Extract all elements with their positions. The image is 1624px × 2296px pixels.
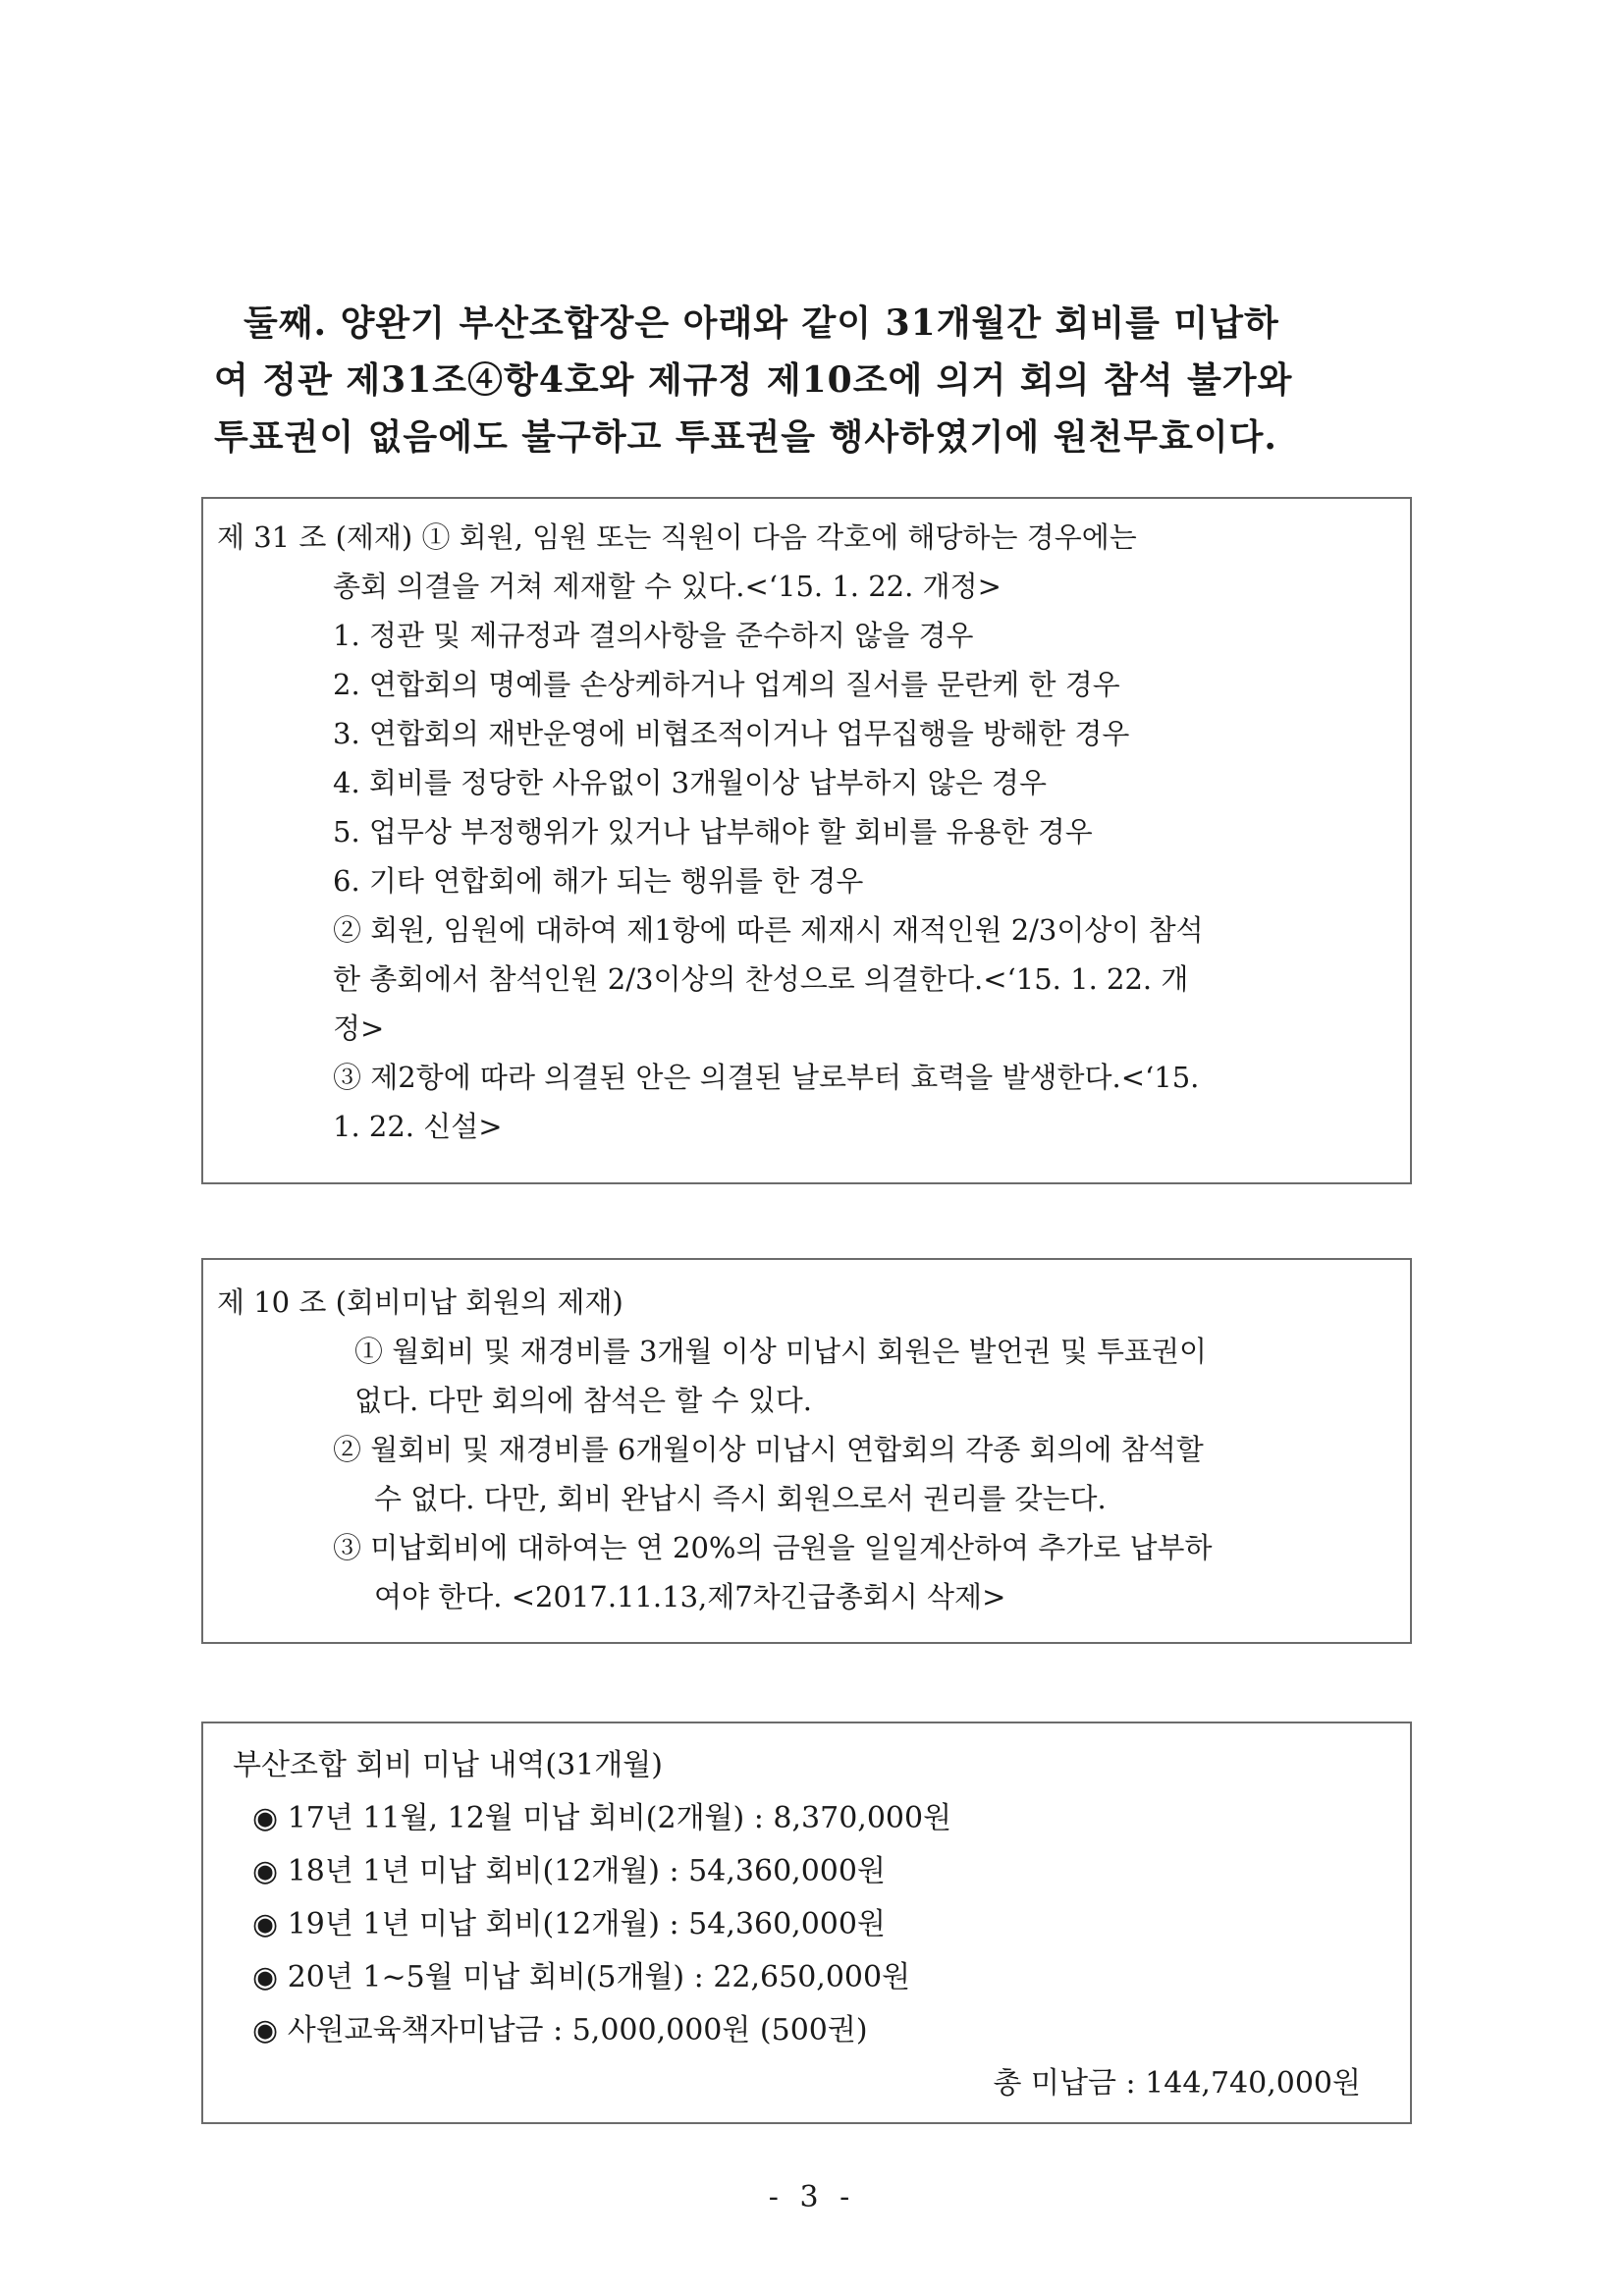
article-31-item: 5. 업무상 부정행위가 있거나 납부해야 할 회비를 유용한 경우 (333, 815, 1093, 848)
article-10-para3: ③ 미납회비에 대하여는 연 20%의 금원을 일일계산하여 추가로 납부하 (333, 1531, 1213, 1564)
article-31-item: 4. 회비를 정당한 사유없이 3개월이상 납부하지 않은 경우 (333, 766, 1047, 799)
article-31-para3: 1. 22. 신설> (333, 1110, 503, 1143)
unpaid-dues-item: ◉ 사원교육책자미납금 : 5,000,000원 (500권) (252, 2013, 868, 2048)
intro-line: 투표권이 없음에도 불구하고 투표권을 행사하였기에 원천무효이다. (214, 416, 1277, 458)
article-10-para2: ② 월회비 및 재경비를 6개월이상 미납시 연합회의 각종 회의에 참석할 (333, 1433, 1204, 1466)
article-31-heading-cont: 총회 의결을 거쳐 제재할 수 있다.<‘15. 1. 22. 개정> (333, 570, 1001, 603)
article-31-para3: ③ 제2항에 따라 의결된 안은 의결된 날로부터 효력을 발생한다.<‘15. (333, 1061, 1200, 1094)
article-10-box (201, 1258, 1412, 1644)
article-31-para2: 정> (333, 1011, 385, 1045)
article-31-item: 3. 연합회의 재반운영에 비협조적이거나 업무집행을 방해한 경우 (333, 717, 1130, 750)
article-10-para1: ① 월회비 및 재경비를 3개월 이상 미납시 회원은 발언권 및 투표권이 (354, 1335, 1207, 1368)
unpaid-dues-item: ◉ 20년 1~5월 미납 회비(5개월) : 22,650,000원 (252, 1960, 911, 1995)
article-31-box (201, 497, 1412, 1184)
article-31-heading: 제 31 조 (제재) ① 회원, 임원 또는 직원이 다음 각호에 해당하는 경우에는 (217, 520, 1137, 554)
unpaid-dues-title: 부산조합 회비 미납 내역(31개월) (233, 1748, 663, 1782)
intro-paragraph (214, 295, 1412, 465)
article-31-item: 1. 정관 및 제규정과 결의사항을 준수하지 않을 경우 (333, 619, 974, 652)
unpaid-dues-item: ◉ 17년 11월, 12월 미납 회비(2개월) : 8,370,000원 (252, 1801, 952, 1835)
unpaid-dues-item: ◉ 18년 1년 미납 회비(12개월) : 54,360,000원 (252, 1854, 886, 1888)
article-10-heading: 제 10 조 (회비미납 회원의 제재) (217, 1285, 623, 1319)
article-10-para1: 없다. 다만 회의에 참석은 할 수 있다. (354, 1384, 812, 1417)
article-31-para2: ② 회원, 임원에 대하여 제1항에 따른 제재시 재적인원 2/3이상이 참석 (333, 913, 1204, 947)
unpaid-dues-total: 총 미납금 : 144,740,000원 (993, 2066, 1361, 2101)
page-number: - 3 - (768, 2180, 856, 2214)
intro-line: 여 정관 제31조④항4호와 제규정 제10조에 의거 회의 참석 불가와 (214, 359, 1293, 401)
unpaid-dues-item: ◉ 19년 1년 미납 회비(12개월) : 54,360,000원 (252, 1907, 886, 1941)
article-31-item: 2. 연합회의 명예를 손상케하거나 업계의 질서를 문란케 한 경우 (333, 668, 1120, 701)
article-31-item: 6. 기타 연합회에 해가 되는 행위를 한 경우 (333, 864, 864, 898)
unpaid-dues-box (201, 1722, 1412, 2124)
intro-line: 둘째. 양완기 부산조합장은 아래와 같이 31개월간 회비를 미납하 (244, 302, 1279, 344)
article-31-para2: 한 총회에서 참석인원 2/3이상의 찬성으로 의결한다.<‘15. 1. 22. 개 (333, 962, 1189, 996)
article-10-para2: 수 없다. 다만, 회비 완납시 즉시 회원으로서 권리를 갖는다. (374, 1482, 1107, 1515)
article-10-para3: 여야 한다. <2017.11.13,제7차긴급총회시 삭제> (374, 1580, 1006, 1613)
